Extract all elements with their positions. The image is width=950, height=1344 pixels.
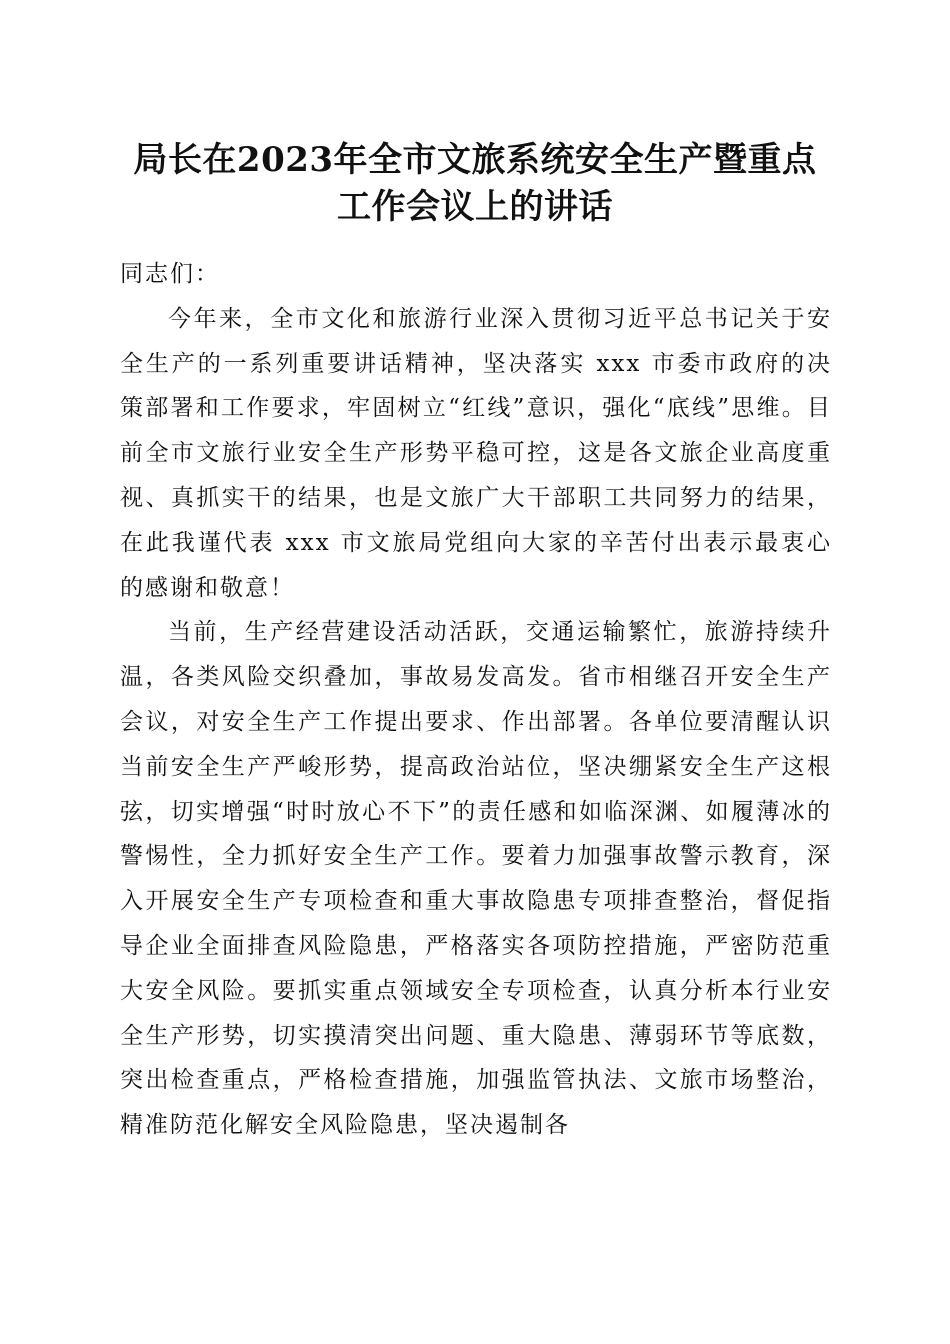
paragraph-1: 今年来，全市文化和旅游行业深入贯彻习近平总书记关于安全生产的一系列重要讲话精神，坚决落实 xxx 市委市政府的决策部署和工作要求，牢固树立“红线”意识，强化“底线”思维。目前全市文旅行业安全生产形势平稳可控，这是各文旅企业高度重视、真抓实干的结果，也是文旅广大干部职工共同努力的结果，在此我谨代表 xxx 市文旅局党组向大家的辛苦付出表示最衷心的感谢和敬意！ (120, 305, 832, 601)
title-line-2: 工作会议上的讲话 (337, 187, 613, 227)
document-title (90, 137, 860, 231)
document-body (120, 252, 832, 1148)
title-line-1: 局长在2023年全市文旅系统安全生产暨重点 (133, 140, 817, 180)
salutation: 同志们： (120, 261, 220, 287)
paragraph-2: 当前，生产经营建设活动活跃，交通运输繁忙，旅游持续升温，各类风险交织叠加，事故易发高发。省市相继召开安全生产会议，对安全生产工作提出要求、作出部署。各单位要清醒认识当前安全生产严峻形势，提高政治站位，坚决绷紧安全生产这根弦，切实增强“时时放心不下”的责任感和如临深渊、如履薄冰的警惕性，全力抓好安全生产工作。要着力加强事故警示教育，深入开展安全生产专项检查和重大事故隐患专项排查整治，督促指导企业全面排查风险隐患，严格落实各项防控措施，严密防范重大安全风险。要抓实重点领域安全专项检查，认真分析本行业安全生产形势，切实摸清突出问题、重大隐患、薄弱环节等底数，突出检查重点，严格检查措施，加强监管执法、文旅市场整治，精准防范化解安全风险隐患，坚决遏制各 (120, 619, 832, 1139)
